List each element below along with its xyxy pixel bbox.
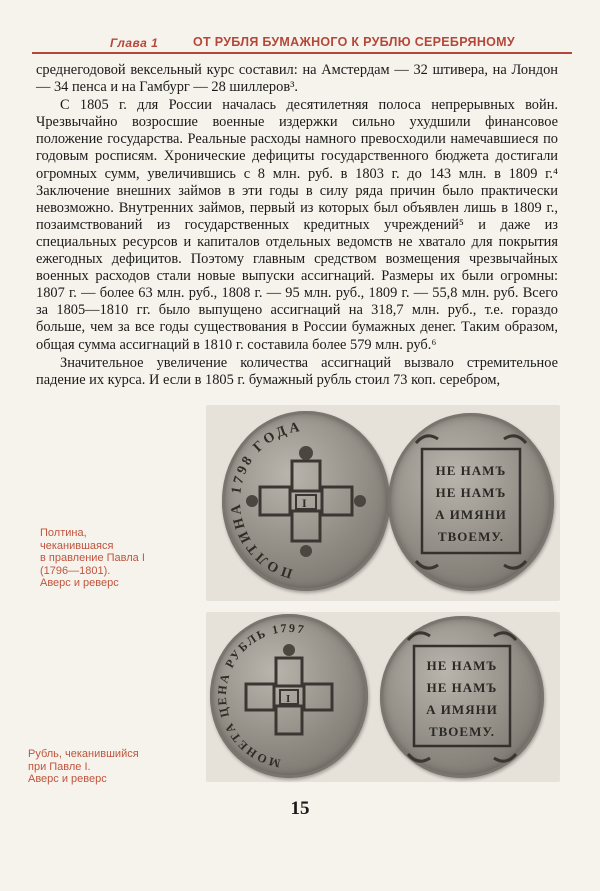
running-header [32, 28, 572, 54]
figure-caption: Рубль, чеканившийся при Павле I. Аверс и реверс [28, 748, 139, 786]
reverse-line: ТВОЕМУ. [437, 529, 505, 544]
coin-obverse-image [210, 614, 368, 778]
reverse-line: НЕ НАМЪ [435, 463, 507, 478]
obverse-legend: ПОЛТИНА 1798 ГОДА [228, 419, 304, 581]
chapter-label: Глава 1 [110, 36, 159, 50]
coin-reverse-image [388, 413, 554, 591]
reverse-line: НЕ НАМЪ [426, 658, 498, 673]
reverse-line: НЕ НАМЪ [435, 485, 507, 500]
reverse-line: ТВОЕМУ. [428, 724, 496, 739]
reverse-line: НЕ НАМЪ [426, 680, 498, 695]
coin-reverse-image [380, 616, 544, 778]
coin-plate-poltina [206, 405, 560, 601]
chapter-title: ОТ РУБЛЯ БУМАЖНОГО К РУБЛЮ СЕРЕБРЯНОМУ [193, 35, 515, 49]
reverse-line: А ИМЯНИ [435, 507, 507, 522]
paragraph: С 1805 г. для России началась десятилетняя полоса непрерывных войн. Чрезвычайно возросшие военные издержки сильно ухудшили финансовое положение государства. Реальные расходы намного превосходили намечавшиеся по годовым росписям. Хронические дефициты государственного бюджета достигали огромных сумм, увеличившись с 8 млн. руб. в 1803 г. до 143 млн. в 1809 г.⁴ Заключение внешних займов в эти годы в силу ряда причин было практически невозможно. Внутренних займов, первый из которых был объявлен лишь в 1809 г., позаимствований из государственных кредитных учреждений⁵ и даже из специальных ресурсов и капиталов отдельных ведомств не хватало для покрытия ежегодных дефицитов. Поэтому главным средством возмещения чрезвычайных военных расходов стали новые выпуски ассигнаций. Размеры их были огромны: 1807 г. — более 63 млн. руб., 1808 г. — 95 млн. руб., 1809 г. — 55,8 млн. руб. Всего за 1805—1810 гг. было выпущено ассигнаций на 318,7 млн. руб., т.е. гораздо больше, чем за все годы существования в России бумажных денег. Таким образом, общая сумма ассигнаций в 1810 г. составила более 579 млн. руб.⁶ [36, 97, 558, 353]
svg-text:I: I [302, 496, 307, 510]
page-number: 15 [290, 798, 310, 819]
svg-text:ПОЛТИНА 1798 ГОДА [229, 420, 304, 581]
svg-text:МОНЕТА ЦЕНА РУБЛЬ 1797 [215, 621, 307, 771]
paragraph: среднегодовой вексельный курс составил: на Амстердам — 32 штивера, на Лондон — 34 пенса и на Гамбург — 28 шиллеров³. [36, 62, 558, 96]
body-text [36, 62, 558, 389]
paragraph: Значительное увеличение количества ассигнаций вызвало стремительное падение их курса. И если в 1805 г. бумажный рубль стоил 73 коп. серебром, [36, 354, 558, 388]
coin-plate-ruble [206, 612, 560, 782]
obverse-legend: МОНЕТА ЦЕНА РУБЛЬ 1797 [214, 620, 307, 771]
reverse-line: А ИМЯНИ [426, 702, 498, 717]
coin-obverse-image [222, 411, 390, 591]
svg-text:I: I [286, 693, 291, 705]
figure-caption: Полтина, чеканившаяся в правление Павла I (1796—1801). Аверс и реверс [40, 527, 145, 590]
